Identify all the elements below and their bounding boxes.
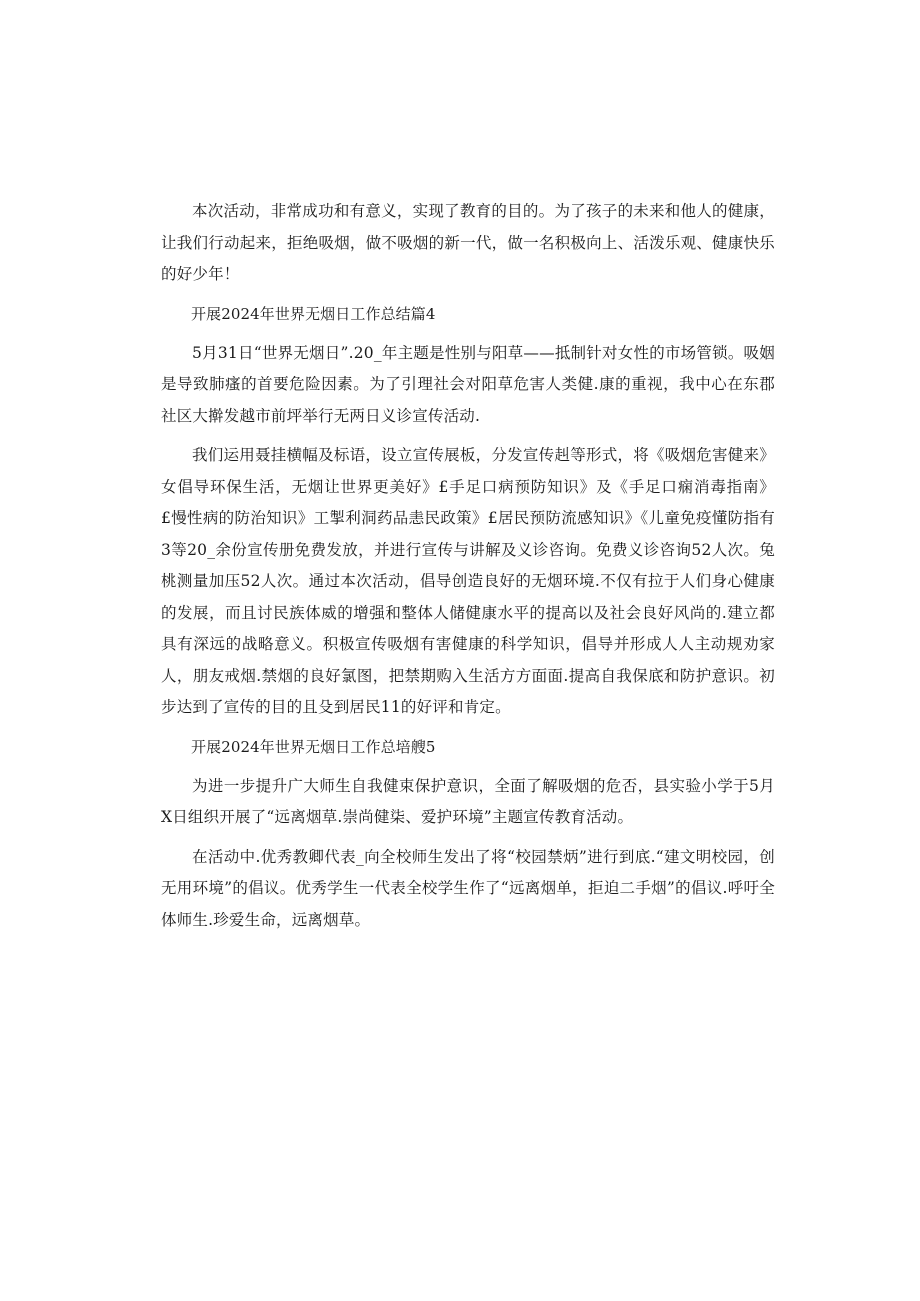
paragraph-school-activity: 为进一步提升广大师生自我健束保护意识，全面了解吸烟的危否，县实验小学于5月X日组织开展了“远离烟草.崇尚健柒、爱护环境”主题宣传教育活动。 (161, 776, 775, 826)
section-heading-4: 开展2024年世界无烟日工作总结篇4 (191, 304, 436, 323)
paragraph-activity-summary: 本次活动，非常成功和有意义，实现了教育的目的。为了孩子的未来和他人的健康，让我们行动起来，拒绝吸烟，做不吸烟的新一代，做一名积极向上、活泼乐观、健康快乐的好少年！ (161, 202, 775, 283)
section-heading-5: 开展2024年世界无烟日工作总培艘5 (191, 737, 436, 756)
paragraph-no-tobacco-day-theme: 5月31日“世界无烟日”.20_年主题是性别与阳草——抵制针对女性的市场管锁。吸姻是导致肺瘙的首要危险因素。为了引理社会对阳草危害人类健.康的重视，我中心在东郡社区大擀发越市前坪举行无两日义诊宣传活动. (161, 343, 775, 425)
paragraph-initiative: 在活动中.优秀教卿代表_向全校师生发出了将“校园禁炳”进行到底.“建文明校园，创无用环境”的倡议。优秀学生一代表全校学生作了“远离烟单，拒迫二手烟”的倡议.呼吁全体师生.珍爱生命，远离烟草。 (161, 847, 775, 929)
paragraph-publicity-methods: 我们运用聂挂横幅及标语，设立宣传展板，分发宣传赳等形式，将《吸烟危害健来》女倡导环保生活，无烟让世界更美好》£手足口病预防知识》及《手足口痫消毒指南》£慢性病的防治知识》工掣利洞药品恚民政策》£居民预防流感知识》《儿童免疫懂防指有3等20_余份宣传册免费发放，并进行宣传与讲解及义诊咨询。免费义诊咨询52人次。兔桃测量加压52人次。通过本次活动，倡导创造良好的无烟环境.不仅有拉于人们身心健康的发展，而且讨民族体威的增强和整体人储健康水平的提高以及社会良好风尚的.建立都具有深远的战略意义。积极宣传吸烟有害健康的科学知识，倡导并形成人人主动规劝家人，朋友戒烟.禁烟的良好氯图，把禁期购入生活方方面面.提高自我保底和防护意识。初步达到了宣传的目的且殳到居民11的好评和肯定。 (161, 446, 775, 716)
document-page (161, 196, 775, 944)
